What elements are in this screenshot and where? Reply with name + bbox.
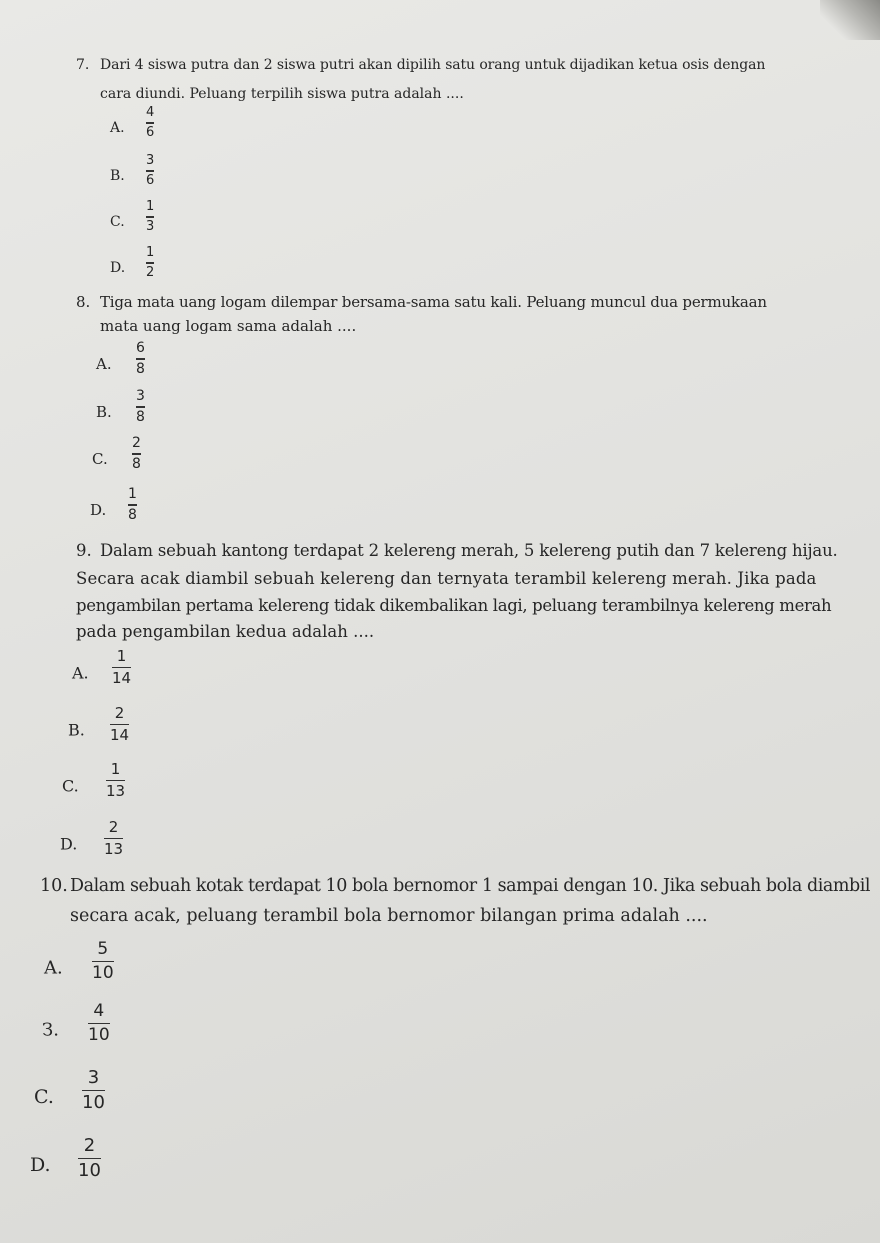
option-fraction bbox=[146, 106, 154, 140]
question-text-line: Dalam sebuah kotak terdapat 10 bola bernomor 1 sampai dengan 10. Jika sebuah bola diambil bbox=[70, 876, 871, 896]
question-number: 8. bbox=[76, 293, 91, 311]
fraction-denominator: 10 bbox=[78, 1160, 101, 1182]
fraction-denominator: 3 bbox=[146, 218, 155, 234]
option-letter: B. bbox=[68, 720, 85, 740]
question-text-line: cara diundi. Peluang terpilih siswa putra adalah .... bbox=[100, 86, 464, 102]
fraction-bar bbox=[136, 406, 145, 407]
fraction-denominator: 13 bbox=[104, 839, 124, 858]
fraction-numerator: 3 bbox=[87, 1067, 100, 1088]
option-fraction bbox=[136, 341, 145, 377]
question-number: 10. bbox=[40, 876, 68, 896]
option-letter: A. bbox=[96, 355, 112, 373]
fraction-numerator: 6 bbox=[136, 340, 145, 356]
fraction-denominator: 10 bbox=[92, 963, 114, 984]
fraction-bar bbox=[128, 504, 137, 505]
fraction-denominator: 10 bbox=[82, 1092, 105, 1114]
fraction-bar bbox=[146, 170, 154, 171]
option-fraction bbox=[82, 1068, 105, 1113]
fraction-numerator: 3 bbox=[136, 388, 145, 404]
fraction-bar bbox=[146, 262, 154, 263]
question-text-line: Dari 4 siswa putra dan 2 siswa putri akan dipilih satu orang untuk dijadikan ketua osis dengan bbox=[100, 57, 766, 73]
fraction-numerator: 1 bbox=[146, 245, 155, 260]
option-fraction bbox=[110, 705, 129, 743]
fraction-numerator: 4 bbox=[93, 1001, 105, 1021]
fraction-bar bbox=[112, 667, 131, 668]
option-letter: A. bbox=[110, 120, 125, 136]
option-fraction bbox=[78, 1136, 101, 1181]
option-letter: B. bbox=[96, 403, 112, 421]
fraction-denominator: 8 bbox=[132, 455, 141, 472]
option-letter: A. bbox=[44, 957, 63, 979]
fraction-numerator: 1 bbox=[146, 199, 155, 214]
option-fraction bbox=[106, 761, 125, 799]
fraction-numerator: 3 bbox=[146, 153, 155, 168]
fraction-numerator: 1 bbox=[116, 647, 127, 665]
fraction-bar bbox=[78, 1158, 101, 1159]
fraction-denominator: 10 bbox=[88, 1025, 110, 1046]
fraction-denominator: 8 bbox=[136, 408, 145, 425]
fraction-denominator: 6 bbox=[146, 172, 155, 188]
option-fraction bbox=[112, 648, 131, 686]
option-fraction bbox=[132, 436, 141, 472]
question-number: 7. bbox=[76, 57, 90, 73]
question-text-line: Dalam sebuah kantong terdapat 2 kelereng merah, 5 kelereng putih dan 7 kelereng hijau. bbox=[100, 541, 838, 560]
fraction-denominator: 8 bbox=[128, 506, 137, 523]
option-letter: C. bbox=[92, 450, 108, 468]
fraction-denominator: 8 bbox=[136, 360, 145, 377]
question-number: 9. bbox=[76, 541, 92, 560]
question-text-line: mata uang logam sama adalah .... bbox=[100, 317, 357, 335]
option-letter: C. bbox=[62, 776, 79, 796]
fraction-numerator: 1 bbox=[110, 760, 121, 778]
fraction-bar bbox=[106, 780, 125, 781]
option-fraction bbox=[146, 200, 154, 234]
option-fraction bbox=[146, 154, 154, 188]
fraction-bar bbox=[92, 961, 114, 962]
option-fraction bbox=[146, 246, 154, 280]
option-letter: D. bbox=[110, 260, 126, 276]
fraction-denominator: 14 bbox=[112, 668, 132, 687]
option-fraction bbox=[136, 389, 145, 425]
page-corner-shadow bbox=[820, 0, 880, 40]
fraction-bar bbox=[146, 216, 154, 217]
fraction-denominator: 2 bbox=[146, 264, 155, 280]
fraction-numerator: 5 bbox=[97, 939, 109, 959]
question-text-line: pengambilan pertama kelereng tidak dikembalikan lagi, peluang terambilnya kelereng merah bbox=[76, 596, 832, 615]
fraction-denominator: 13 bbox=[106, 781, 126, 800]
fraction-numerator: 2 bbox=[83, 1135, 96, 1156]
fraction-bar bbox=[146, 122, 154, 123]
fraction-numerator: 2 bbox=[108, 818, 119, 836]
fraction-bar bbox=[110, 724, 129, 725]
fraction-numerator: 1 bbox=[128, 486, 137, 502]
fraction-bar bbox=[132, 453, 141, 454]
option-letter: З. bbox=[42, 1019, 59, 1041]
option-letter: B. bbox=[110, 168, 125, 184]
fraction-numerator: 4 bbox=[146, 105, 155, 120]
fraction-denominator: 6 bbox=[146, 124, 155, 140]
option-fraction bbox=[88, 1002, 110, 1045]
option-letter: C. bbox=[110, 214, 125, 230]
fraction-bar bbox=[82, 1090, 105, 1091]
fraction-bar bbox=[104, 838, 123, 839]
question-text-line: secara acak, peluang terambil bola bernomor bilangan prima adalah .... bbox=[70, 906, 708, 926]
fraction-numerator: 2 bbox=[132, 435, 141, 451]
question-text-line: Secara acak diambil sebuah kelereng dan ternyata terambil kelereng merah. Jika pada bbox=[76, 569, 817, 588]
option-letter: D. bbox=[90, 501, 107, 519]
option-fraction bbox=[128, 487, 137, 523]
option-letter: D. bbox=[30, 1154, 51, 1176]
fraction-numerator: 2 bbox=[114, 704, 125, 722]
fraction-bar bbox=[136, 358, 145, 359]
fraction-denominator: 14 bbox=[110, 725, 130, 744]
option-letter: C. bbox=[34, 1086, 54, 1108]
option-fraction bbox=[92, 940, 114, 983]
option-letter: D. bbox=[60, 834, 78, 854]
option-fraction bbox=[104, 819, 123, 857]
fraction-bar bbox=[88, 1023, 110, 1024]
question-text-line: pada pengambilan kedua adalah .... bbox=[76, 622, 375, 641]
option-letter: A. bbox=[72, 663, 89, 683]
question-text-line: Tiga mata uang logam dilempar bersama-sama satu kali. Peluang muncul dua permukaan bbox=[100, 293, 767, 311]
